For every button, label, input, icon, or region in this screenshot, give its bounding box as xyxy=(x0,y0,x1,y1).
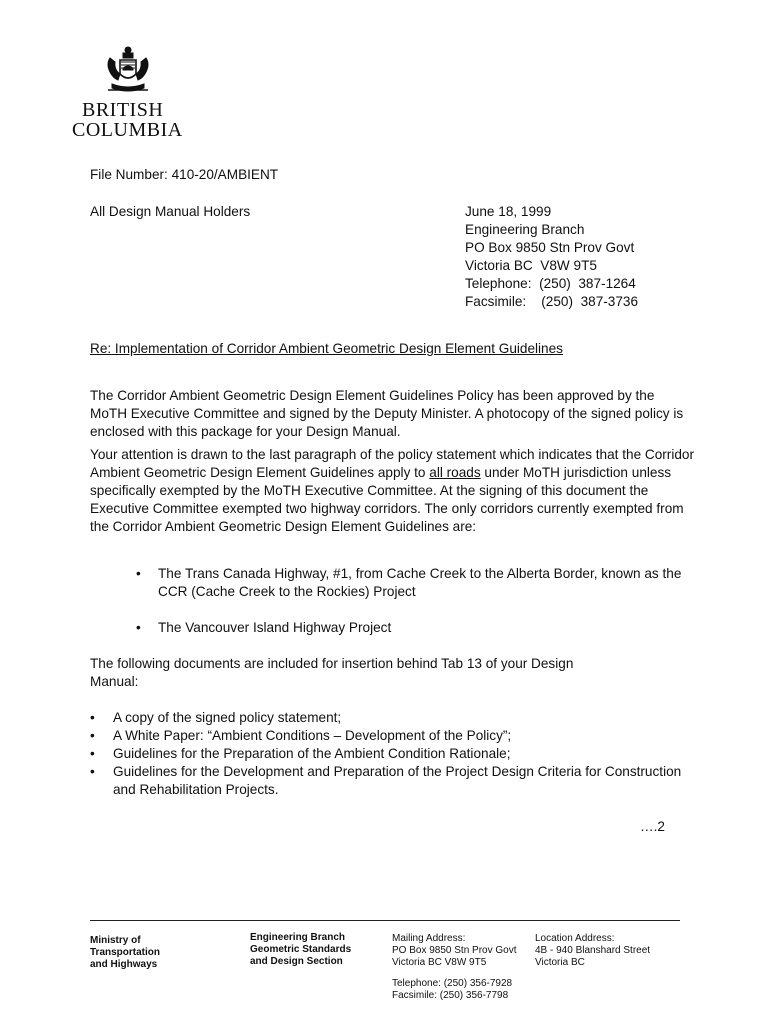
subject-line: Re: Implementation of Corridor Ambient Geometric Design Element Guidelines xyxy=(90,341,563,356)
paragraph-attention-part1: Your attention is drawn to the last paragraph of the policy statement which indicates that the Corridor Ambient Geometric Design Element Guidelines apply to xyxy=(90,447,695,480)
footer-mailing-address xyxy=(392,933,532,1002)
list-item xyxy=(90,727,690,745)
sender-telephone: Telephone: (250) 387-1264 xyxy=(465,276,636,291)
included-documents-list xyxy=(90,709,690,799)
footer-ministry-line: Transportation xyxy=(90,947,161,958)
footer-facsimile: Facsimile: (250) 356-7798 xyxy=(392,990,509,1001)
footer-telephone: Telephone: (250) 356-7928 xyxy=(392,978,513,989)
logo-wordmark-british: BRITISH xyxy=(82,99,164,121)
bullet: • xyxy=(90,746,95,761)
paragraph-attention-part2: under MoTH jurisdiction unless specifically exempted by the MoTH Executive Committee. At the signing of this document the Executive Committee exempted two highway corridors. The only corridors currently exempted from the Corridor Ambient Geometric Design Element Guidelines are: xyxy=(90,465,684,534)
recipient: All Design Manual Holders xyxy=(90,204,251,219)
footer-ministry-line: and Highways xyxy=(90,959,158,970)
bullet: • xyxy=(90,764,95,779)
footer-divider xyxy=(90,920,680,921)
bullet: • xyxy=(136,566,141,581)
bullet: • xyxy=(90,710,95,725)
footer-branch-line: Engineering Branch xyxy=(250,932,346,943)
list-item-text: Guidelines for the Development and Preparation of the Project Design Criteria for Construction and Rehabilitation Projects. xyxy=(113,764,682,797)
list-item xyxy=(90,709,690,727)
list-item-text: A copy of the signed policy statement; xyxy=(113,710,342,725)
footer-branch-line: Geometric Standards xyxy=(250,944,352,955)
footer-location-line: Victoria BC xyxy=(535,957,585,968)
list-item-text: Guidelines for the Preparation of the Ambient Condition Rationale; xyxy=(113,746,511,761)
paragraph-approval: The Corridor Ambient Geometric Design Element Guidelines Policy has been approved by the MoTH Executive Committee and signed by the Deputy Minister. A photocopy of the signed policy is enclosed with this package for your Design Manual. xyxy=(90,388,684,439)
list-item xyxy=(90,745,690,763)
footer-location-address xyxy=(535,933,685,969)
sender-city: Victoria BC V8W 9T5 xyxy=(465,258,597,273)
footer-ministry-line: Ministry of xyxy=(90,935,141,946)
list-item-text: The Trans Canada Highway, #1, from Cache Creek to the Alberta Border, known as the CCR (Cache Creek to the Rockies) Project xyxy=(158,566,682,599)
sender-po-box: PO Box 9850 Stn Prov Govt xyxy=(465,240,635,255)
page-continuation-marker: ….2 xyxy=(640,819,665,834)
paragraph-documents: The following documents are included for insertion behind Tab 13 of your Design Manual: xyxy=(90,656,574,689)
exempted-corridors-list xyxy=(130,565,690,637)
paragraph-attention xyxy=(90,446,695,536)
letterhead-logo xyxy=(72,44,182,140)
file-number: File Number: 410-20/AMBIENT xyxy=(90,167,279,182)
list-item xyxy=(90,763,690,799)
footer-location-line: Location Address: xyxy=(535,933,615,944)
all-roads-emphasis: all roads xyxy=(429,465,481,480)
bullet: • xyxy=(90,728,95,743)
footer-branch-line: and Design Section xyxy=(250,956,343,967)
coat-of-arms-icon xyxy=(102,44,154,96)
footer-mailing-line: Victoria BC V8W 9T5 xyxy=(392,957,487,968)
sender-branch: Engineering Branch xyxy=(465,222,585,237)
footer-mailing-line: PO Box 9850 Stn Prov Govt xyxy=(392,945,517,956)
list-item-text: The Vancouver Island Highway Project xyxy=(158,620,392,635)
footer-ministry xyxy=(90,935,200,971)
list-item xyxy=(130,619,690,637)
sender-block xyxy=(465,203,638,311)
logo-wordmark-columbia: COLUMBIA xyxy=(72,119,183,141)
letter-date: June 18, 1999 xyxy=(465,204,552,219)
sender-facsimile: Facsimile: (250) 387-3736 xyxy=(465,294,639,309)
list-item-text: A White Paper: “Ambient Conditions – Development of the Policy”; xyxy=(113,728,512,743)
footer-mailing-line: Mailing Address: xyxy=(392,933,466,944)
bullet: • xyxy=(136,620,141,635)
footer-branch xyxy=(250,932,380,968)
footer-location-line: 4B - 940 Blanshard Street xyxy=(535,945,651,956)
list-item xyxy=(130,565,690,601)
